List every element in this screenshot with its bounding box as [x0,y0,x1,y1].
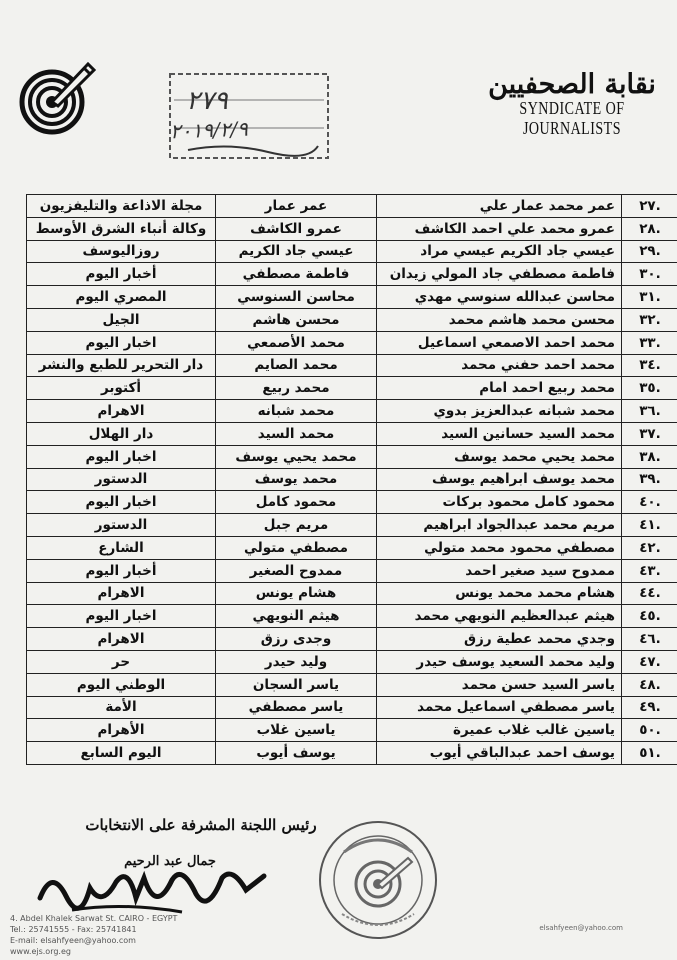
outlet-cell: الدستور [27,514,216,537]
short-name-cell: مصطفي متولي [216,536,377,559]
table-row [27,354,677,377]
outlet-cell: مجلة الاذاعة والتليفزيون [27,195,216,218]
table-row [27,650,677,673]
table-row [27,605,677,628]
outlet-cell: الاهرام [27,400,216,423]
row-number: .٣٧ [622,422,677,445]
short-name-cell: محمد ربيع [216,377,377,400]
table-row [27,719,677,742]
outlet-cell: الوطني اليوم [27,673,216,696]
full-name-cell: عمرو محمد علي احمد الكاشف [377,217,622,240]
full-name-cell: ياسين غالب غلاب عميرة [377,719,622,742]
row-number: .٥٠ [622,719,677,742]
short-name-cell: محمود كامل [216,491,377,514]
table-row [27,400,677,423]
table-row [27,217,677,240]
short-name-cell: مريم جبل [216,514,377,537]
table-row [27,514,677,537]
table-row [27,308,677,331]
outlet-cell: حر [27,650,216,673]
outlet-cell: دار الهلال [27,422,216,445]
short-name-cell: ممدوح الصغير [216,559,377,582]
full-name-cell: محمد شبانه عبدالعزيز بدوي [377,400,622,423]
table-row [27,536,677,559]
row-number: .٤٨ [622,673,677,696]
outlet-cell: الأهرام [27,719,216,742]
row-number: .٤٣ [622,559,677,582]
row-number: .٤٥ [622,605,677,628]
table-row [27,331,677,354]
outlet-cell: اخبار اليوم [27,491,216,514]
table-row [27,696,677,719]
table-row [27,742,677,765]
outlet-cell: الاهرام [27,582,216,605]
outlet-cell: دار التحرير للطبع والنشر [27,354,216,377]
row-number: .٤٤ [622,582,677,605]
contact-email-right: elsahfyeen@yahoo.com [539,924,623,932]
full-name-cell: محمد احمد حفني محمد [377,354,622,377]
short-name-cell: عمرو الكاشف [216,217,377,240]
short-name-cell: محمد يحيي يوسف [216,445,377,468]
row-number: .٤٧ [622,650,677,673]
short-name-cell: محسن هاشم [216,308,377,331]
outlet-cell: روزاليوسف [27,240,216,263]
short-name-cell: محاسن السنوسي [216,286,377,309]
row-number: .٢٨ [622,217,677,240]
full-name-cell: محمد احمد الاصمعي اسماعيل [377,331,622,354]
full-name-cell: محمد السيد حسانين السيد [377,422,622,445]
outlet-cell: اخبار اليوم [27,445,216,468]
full-name-cell: يوسف احمد عبدالباقي أيوب [377,742,622,765]
table-row [27,240,677,263]
outlet-cell: أخبار اليوم [27,263,216,286]
short-name-cell: فاطمة مصطفي [216,263,377,286]
full-name-cell: عمر محمد عمار علي [377,195,622,218]
address-street: 4. Abdel Khalek Sarwat St. CAIRO - EGYPT [10,914,178,923]
table-row [27,559,677,582]
outlet-cell: اخبار اليوم [27,605,216,628]
syndicate-seal-icon [316,818,440,942]
outlet-cell: الاهرام [27,628,216,651]
full-name-cell: محاسن عبدالله سنوسي مهدي [377,286,622,309]
full-name-cell: وليد محمد السعيد يوسف حيدر [377,650,622,673]
row-number: .٣٢ [622,308,677,331]
row-number: .٣٩ [622,468,677,491]
row-number: .٣٤ [622,354,677,377]
table-row [27,195,677,218]
short-name-cell: محمد الصايم [216,354,377,377]
contact-address [10,913,177,957]
full-name-cell: هشام محمد محمد يونس [377,582,622,605]
full-name-cell: هيثم عبدالعظيم النويهي محمد [377,605,622,628]
outlet-cell: المصري اليوم [27,286,216,309]
full-name-cell: محسن محمد هاشم محمد [377,308,622,331]
short-name-cell: عمر عمار [216,195,377,218]
table-row [27,286,677,309]
outlet-cell: أكتوبر [27,377,216,400]
outlet-cell: الدستور [27,468,216,491]
syndicate-logo-icon [18,58,98,138]
outlet-cell: الأمة [27,696,216,719]
full-name-cell: ممدوح سيد صغير احمد [377,559,622,582]
row-number: .٣٠ [622,263,677,286]
row-number: .٥١ [622,742,677,765]
full-name-cell: وجدي محمد عطية رزق [377,628,622,651]
table-row [27,445,677,468]
table-row [27,263,677,286]
table-row [27,491,677,514]
address-email: E-mail: elsahfyeen@yahoo.com [10,936,136,945]
short-name-cell: هشام يونس [216,582,377,605]
full-name-cell: فاطمة مصطفي جاد المولي زيدان [377,263,622,286]
table-row [27,628,677,651]
short-name-cell: عيسي جاد الكريم [216,240,377,263]
table-row [27,422,677,445]
row-number: .٤٩ [622,696,677,719]
outlet-cell: اخبار اليوم [27,331,216,354]
table-row [27,582,677,605]
full-name-cell: مصطفي محمود محمد متولي [377,536,622,559]
short-name-cell: محمد يوسف [216,468,377,491]
full-name-cell: مريم محمد عبدالجواد ابراهيم [377,514,622,537]
masthead-arabic: نقابة الصحفيين [488,69,656,100]
full-name-cell: ياسر السيد حسن محمد [377,673,622,696]
member-table [26,194,677,765]
row-number: .٣٥ [622,377,677,400]
row-number: .٢٩ [622,240,677,263]
stamp-date: ٢٠١٩/٢/٩ [169,116,249,144]
short-name-cell: هيثم النويهي [216,605,377,628]
outlet-cell: أخبار اليوم [27,559,216,582]
outlet-cell: وكالة أنباء الشرق الأوسط [27,217,216,240]
row-number: .٤٢ [622,536,677,559]
row-number: .٣١ [622,286,677,309]
masthead-english: SYNDICATE OF JOURNALISTS [519,100,625,139]
masthead [487,68,657,139]
table-row [27,377,677,400]
outlet-cell: الشارع [27,536,216,559]
full-name-cell: محمد يحيي محمد يوسف [377,445,622,468]
short-name-cell: ياسر السجان [216,673,377,696]
full-name-cell: ياسر مصطفي اسماعيل محمد [377,696,622,719]
member-table-body [27,195,677,765]
committee-chair-name: جمال عبد الرحيم [124,854,216,869]
address-website: www.ejs.org.eg [10,947,71,956]
short-name-cell: وجدى رزق [216,628,377,651]
row-number: .٤٠ [622,491,677,514]
short-name-cell: محمد السيد [216,422,377,445]
full-name-cell: محمد يوسف ابراهيم يوسف [377,468,622,491]
row-number: .٢٧ [622,195,677,218]
row-number: .٣٣ [622,331,677,354]
stamp-number: ٢٧٩ [186,86,228,116]
full-name-cell: محمد ربيع احمد امام [377,377,622,400]
short-name-cell: محمد شبانه [216,400,377,423]
committee-chair-title: رئيس اللجنة المشرفة على الانتخابات [85,816,317,834]
table-row [27,673,677,696]
short-name-cell: ياسر مصطفي [216,696,377,719]
short-name-cell: محمد الأصمعي [216,331,377,354]
short-name-cell: ياسين غلاب [216,719,377,742]
outlet-cell: الجيل [27,308,216,331]
table-row [27,468,677,491]
full-name-cell: عيسي جاد الكريم عيسي مراد [377,240,622,263]
short-name-cell: يوسف أيوب [216,742,377,765]
outlet-cell: اليوم السابع [27,742,216,765]
row-number: .٣٦ [622,400,677,423]
short-name-cell: وليد حيدر [216,650,377,673]
row-number: .٣٨ [622,445,677,468]
full-name-cell: محمود كامل محمود بركات [377,491,622,514]
row-number: .٤٦ [622,628,677,651]
address-phone: Tel.: 25741555 - Fax: 25741841 [10,925,137,934]
row-number: .٤١ [622,514,677,537]
